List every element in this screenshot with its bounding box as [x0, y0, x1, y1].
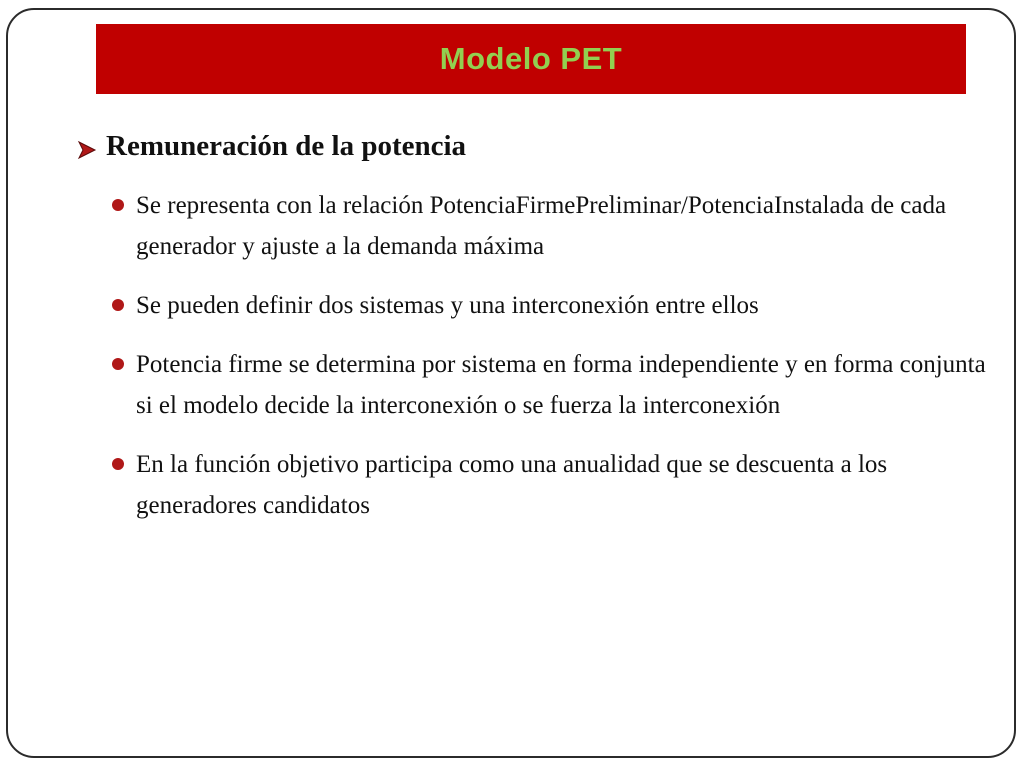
list-item [106, 285, 996, 326]
round-bullet-icon [112, 199, 124, 211]
round-bullet-icon [112, 299, 124, 311]
slide-content [76, 130, 996, 544]
list-item-text: Se pueden definir dos sistemas y una interconexión entre ellos [136, 292, 759, 319]
round-bullet-icon [112, 458, 124, 470]
bullet-list [76, 185, 996, 526]
section-heading-text: Remuneración de la potencia [106, 130, 467, 162]
section-heading [76, 130, 996, 163]
list-item [106, 344, 996, 426]
list-item [106, 185, 996, 267]
list-item-text: En la función objetivo participa como una anualidad que se descuenta a los generadores candidatos [136, 451, 888, 519]
arrow-right-icon [76, 136, 98, 158]
list-item [106, 444, 996, 526]
list-item-text: Se representa con la relación PotenciaFirmePreliminar/PotenciaInstalada de cada generador y ajuste a la demanda máxima [136, 192, 947, 260]
round-bullet-icon [112, 358, 124, 370]
list-item-text: Potencia firme se determina por sistema en forma independiente y en forma conjunta si el modelo decide la interconexión o se fuerza la interconexión [136, 351, 986, 419]
slide-title: Modelo PET [439, 41, 623, 76]
title-bar [96, 24, 966, 94]
